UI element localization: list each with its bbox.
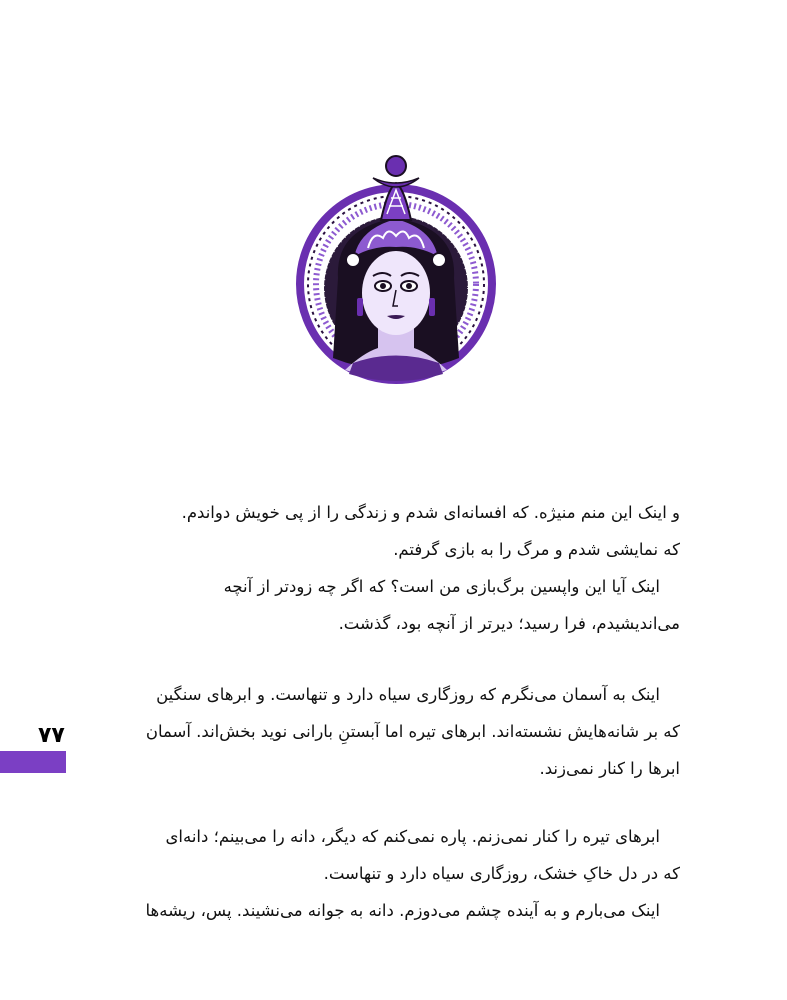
- text-line: اینک آیا این واپسین برگ‌بازی من است؟ که اگر چه زودتر از آنچه: [223, 577, 660, 596]
- text-line: ابرها را کنار نمی‌زند.: [539, 759, 680, 778]
- text-line: اینک به آسمان می‌نگرم که روزگاری سیاه دارد و تنهاست. و ابرهای سنگین: [156, 685, 660, 704]
- page-tab-bar: [0, 751, 66, 773]
- text-line: ابرهای تیره را کنار نمی‌زنم. پاره نمی‌کنم که دیگر، دانه را می‌بینم؛ دانه‌ای: [165, 827, 660, 846]
- paragraph-1: [112, 494, 680, 642]
- woman-portrait-medallion-icon: [283, 148, 509, 384]
- text-line: اینک می‌بارم و به آینده چشم می‌دوزم. دانه به جوانه می‌نشیند. پس، ریشه‌ها: [145, 901, 660, 920]
- text-line: می‌اندیشیدم، فرا رسید؛ دیرتر از آنچه بود، گذشت.: [338, 614, 680, 633]
- page-number: ۷۷: [38, 723, 65, 748]
- text-line: و اینک این منم منیژه. که افسانه‌ای شدم و زندگی را از پی خویش دواندم.: [181, 503, 680, 522]
- page-number-tab: [0, 723, 66, 773]
- paragraph-2: [112, 676, 680, 787]
- text-line: که نمایشی شدم و مرگ را به بازی گرفتم.: [393, 540, 680, 559]
- text-line: که بر شانه‌هایش نشسته‌اند. ابرهای تیره اما آبستنِ بارانی نوید بخش‌اند. آسمان: [145, 722, 680, 741]
- text-line: که در دل خاکِ خشک، روزگاری سیاه دارد و تنهاست.: [323, 864, 680, 883]
- paragraph-3: [112, 818, 680, 929]
